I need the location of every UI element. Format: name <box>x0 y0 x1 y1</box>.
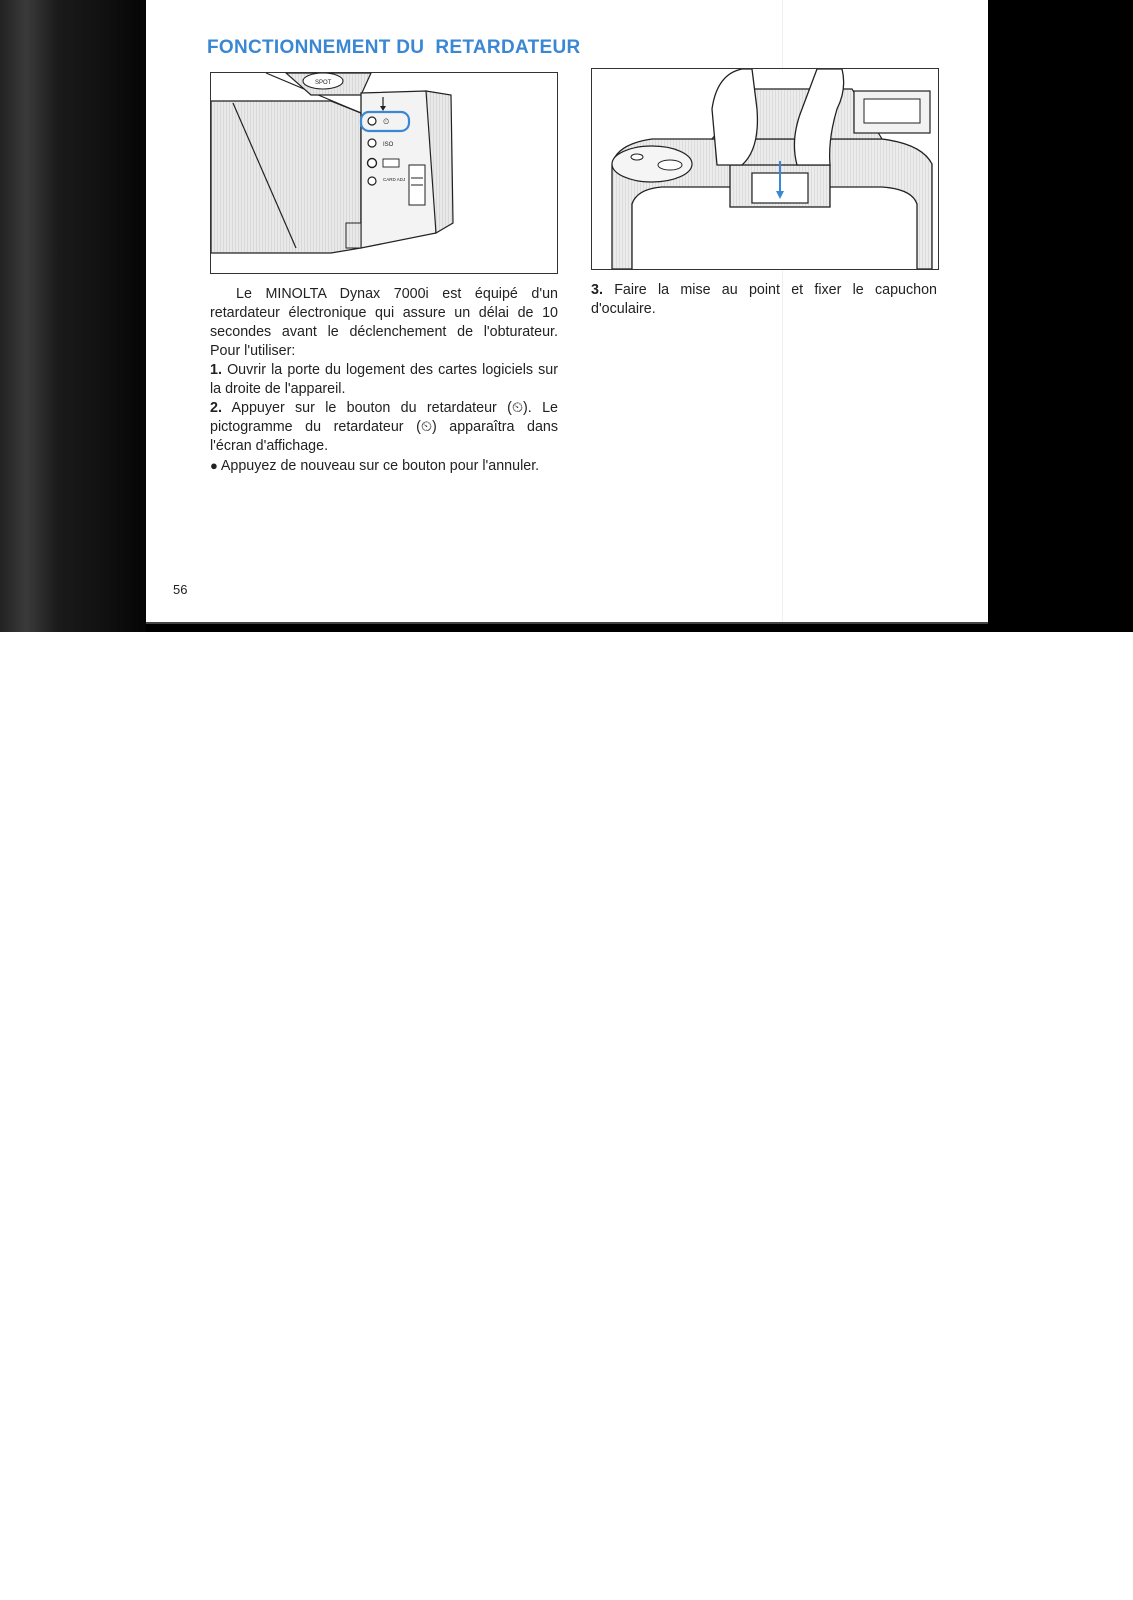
bullet-icon: ● <box>210 458 218 473</box>
step-1-number: 1. <box>210 362 222 378</box>
step-1-text: Ouvrir la porte du logement des cartes logiciels sur la droite de l'appareil. <box>210 362 559 397</box>
step-3 <box>591 281 937 319</box>
svg-text:⏲: ⏲ <box>383 117 390 126</box>
left-text-column <box>210 285 558 476</box>
note-text: Appuyez de nouveau sur ce bouton pour l'annuler. <box>220 458 540 474</box>
intro-paragraph: Le MINOLTA Dynax 7000i est équipé d'un retardateur électronique qui assure un délai de 10 secondes avant le déclenchement de l'obturateur. Pour l'utiliser: <box>210 286 558 359</box>
note-paragraph <box>210 456 558 476</box>
step-2-text: Appuyer sur le bouton du retardateur (⏲︎). Le pictogramme du retardateur (⏲︎) apparaîtra dans l'écran d'affichage. <box>210 400 558 454</box>
step-3-text: Faire la mise au point et fixer le capuchon d'oculaire. <box>591 282 937 317</box>
manual-page <box>146 0 988 622</box>
step-2 <box>210 399 558 456</box>
right-text-column <box>591 281 937 319</box>
camera-side-panel-drawing <box>211 73 557 273</box>
eyepiece-cap-illustration <box>591 68 939 270</box>
iso-label: ISO <box>383 142 394 148</box>
camera-top-drawing <box>592 69 938 269</box>
scan-edge <box>0 0 146 632</box>
page-number: 56 <box>173 582 188 597</box>
card-adj-label: CARD ADJ <box>383 177 406 182</box>
page-title: FONCTIONNEMENT DU RETARDATEUR <box>207 37 581 58</box>
spot-label: SPOT <box>315 80 332 86</box>
step-1 <box>210 361 558 399</box>
self-timer-button-illustration <box>210 72 558 274</box>
step-3-number: 3. <box>591 282 603 298</box>
step-2-number: 2. <box>210 400 222 416</box>
